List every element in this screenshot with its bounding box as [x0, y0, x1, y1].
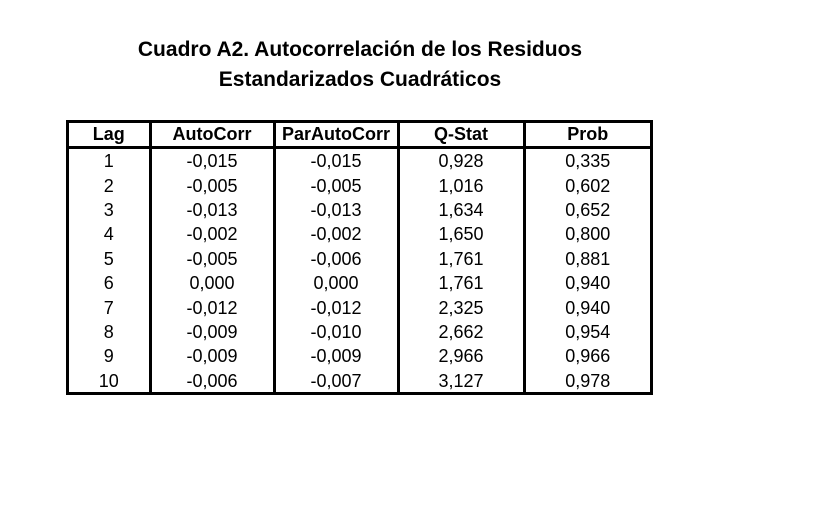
cell-autocorr: -0,012 — [150, 295, 274, 319]
table-row — [69, 247, 650, 271]
cell-q-stat: 2,325 — [398, 295, 524, 319]
cell-autocorr: 0,000 — [150, 271, 274, 295]
cell-autocorr: -0,013 — [150, 198, 274, 222]
table-title-line-1: Cuadro A2. Autocorrelación de los Residuos — [137, 38, 583, 61]
cell-parautocorr: -0,015 — [274, 148, 398, 174]
cell-parautocorr: -0,002 — [274, 222, 398, 246]
cell-parautocorr: -0,013 — [274, 198, 398, 222]
cell-parautocorr: -0,010 — [274, 320, 398, 344]
cell-parautocorr: -0,007 — [274, 369, 398, 393]
column-header-parautocorr: ParAutoCorr — [274, 123, 398, 148]
cell-prob: 0,602 — [524, 173, 650, 197]
cell-prob: 0,881 — [524, 247, 650, 271]
table-header-row — [69, 123, 650, 148]
column-header-lag: Lag — [69, 123, 150, 148]
cell-autocorr: -0,009 — [150, 320, 274, 344]
table-row — [69, 271, 650, 295]
cell-q-stat: 0,928 — [398, 148, 524, 174]
table-row — [69, 222, 650, 246]
cell-lag: 4 — [103, 224, 114, 245]
cell-lag: 6 — [103, 273, 114, 294]
table-row — [69, 295, 650, 319]
cell-autocorr: -0,006 — [150, 369, 274, 393]
column-header-prob: Prob — [524, 123, 650, 148]
cell-q-stat: 3,127 — [398, 369, 524, 393]
cell-prob: 0,966 — [524, 344, 650, 368]
cell-q-stat: 1,761 — [398, 247, 524, 271]
cell-lag: 10 — [98, 370, 119, 391]
cell-prob: 0,940 — [524, 295, 650, 319]
column-header-autocorr: AutoCorr — [150, 123, 274, 148]
cell-autocorr: -0,005 — [150, 173, 274, 197]
cell-prob: 0,335 — [524, 148, 650, 174]
table-body — [69, 148, 650, 393]
table-row — [69, 320, 650, 344]
cell-autocorr: -0,009 — [150, 344, 274, 368]
cell-prob: 0,978 — [524, 369, 650, 393]
cell-lag: 2 — [103, 175, 114, 196]
cell-parautocorr: -0,006 — [274, 247, 398, 271]
table-row — [69, 148, 650, 174]
autocorrelation-table — [69, 123, 650, 393]
cell-q-stat: 2,662 — [398, 320, 524, 344]
cell-autocorr: -0,015 — [150, 148, 274, 174]
table-title-line-2: Estandarizados Cuadráticos — [218, 68, 502, 91]
cell-q-stat: 1,634 — [398, 198, 524, 222]
cell-lag: 1 — [103, 151, 114, 172]
cell-prob: 0,954 — [524, 320, 650, 344]
cell-parautocorr: -0,012 — [274, 295, 398, 319]
table-row — [69, 198, 650, 222]
cell-autocorr: -0,002 — [150, 222, 274, 246]
cell-lag: 7 — [103, 297, 114, 318]
table-row — [69, 369, 650, 393]
cell-q-stat: 1,650 — [398, 222, 524, 246]
cell-parautocorr: 0,000 — [274, 271, 398, 295]
cell-lag: 8 — [103, 321, 114, 342]
table-row — [69, 173, 650, 197]
cell-parautocorr: -0,009 — [274, 344, 398, 368]
cell-autocorr: -0,005 — [150, 247, 274, 271]
column-header-q-stat: Q-Stat — [398, 123, 524, 148]
cell-q-stat: 2,966 — [398, 344, 524, 368]
cell-prob: 0,940 — [524, 271, 650, 295]
autocorrelation-table-frame — [66, 120, 653, 395]
cell-prob: 0,800 — [524, 222, 650, 246]
table-row — [69, 344, 650, 368]
cell-prob: 0,652 — [524, 198, 650, 222]
cell-lag: 5 — [103, 248, 114, 269]
cell-lag: 3 — [103, 199, 114, 220]
cell-lag: 9 — [103, 346, 114, 367]
cell-q-stat: 1,016 — [398, 173, 524, 197]
cell-q-stat: 1,761 — [398, 271, 524, 295]
cell-parautocorr: -0,005 — [274, 173, 398, 197]
